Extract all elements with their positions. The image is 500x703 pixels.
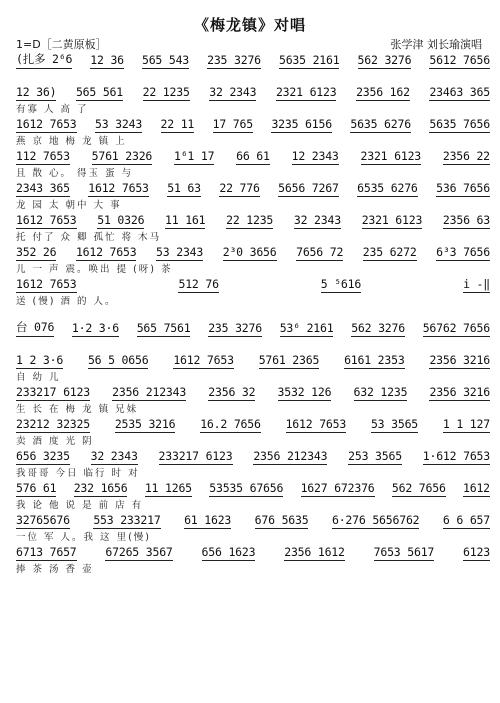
- measure: 61 1623: [184, 513, 232, 527]
- measure: 53⁶ 2161: [279, 321, 334, 335]
- measure: 32765676: [16, 513, 70, 527]
- score-line: [16, 84, 490, 116]
- lyrics-row: 托 付了 众 卿 孤忙 将 木马: [16, 232, 162, 242]
- score-line: [16, 352, 490, 384]
- measure: 233217 6123: [16, 385, 90, 399]
- measure: 2356 212343: [112, 385, 187, 399]
- measure: 2356 3216: [429, 385, 490, 399]
- measure: 112 7653: [16, 149, 70, 163]
- measure: 233217 6123: [158, 449, 233, 463]
- score-line: [16, 276, 490, 308]
- score-line: [16, 212, 490, 244]
- performer-credits: 张学津 刘长瑜演唱: [390, 38, 482, 51]
- measure: 562 7656: [391, 481, 446, 495]
- measure: 235 3276: [207, 53, 261, 67]
- measure: 562 3276: [357, 53, 412, 67]
- measure: 23463 365: [429, 85, 490, 99]
- lyrics-row: 捧 茶 汤 香 壶: [16, 564, 94, 574]
- measure: 2356 32: [208, 385, 256, 399]
- score-line: [16, 52, 490, 84]
- notation-row: [16, 244, 490, 261]
- score-line: [16, 384, 490, 416]
- measure: (扎多 2⁶6: [16, 52, 72, 69]
- measure: 2356 3216: [429, 353, 490, 367]
- measure: 1⁶1 17: [173, 149, 215, 163]
- notation-row: [16, 116, 490, 133]
- lyrics-row: 燕 京 地 梅 龙 镇 上: [16, 136, 127, 146]
- measure: 53 3565: [370, 417, 419, 431]
- measure: 5761 2365: [258, 353, 320, 367]
- measure: 6535 6276: [357, 181, 418, 195]
- measure: 1 1 127: [442, 417, 490, 431]
- measure: 2321 6123: [361, 213, 423, 227]
- measure: 6³3 7656: [436, 245, 490, 259]
- notation-row: [16, 544, 490, 561]
- measure: 5635 7656: [429, 117, 490, 131]
- measure: 台 076: [16, 320, 54, 337]
- lyrics-row: 自 幼 儿: [16, 372, 61, 382]
- measure: 22 11: [160, 117, 195, 131]
- lyrics-row: 卖 酒 度 光 阴: [16, 436, 94, 446]
- measure: 553 233217: [93, 513, 161, 527]
- measure: 6123: [463, 545, 490, 559]
- measure: 2321 6123: [275, 85, 337, 99]
- jianpu-score: [16, 52, 490, 576]
- measure: 656 1623: [201, 545, 256, 559]
- lyrics-row: 我哥哥 今日 临行 时 对: [16, 468, 140, 478]
- document-title: 《梅龙镇》对唱: [193, 16, 306, 34]
- notation-row: [16, 180, 490, 197]
- measure: 11 1265: [144, 481, 192, 495]
- notation-row: [16, 480, 490, 497]
- measure: 1612 7653: [75, 245, 137, 259]
- notation-row: [16, 84, 490, 101]
- measure: 1·612 7653: [422, 449, 490, 463]
- measure: 1627 672376: [300, 481, 375, 495]
- measure: 5612 7656: [429, 53, 490, 67]
- measure: 2321 6123: [360, 149, 422, 163]
- notation-row: [16, 52, 490, 69]
- measure: 2356 63: [442, 213, 490, 227]
- measure: 576 61: [16, 481, 57, 495]
- measure: 1612: [463, 481, 490, 495]
- measure: 67265 3567: [105, 545, 173, 559]
- measure: 2343 365: [16, 181, 70, 195]
- measure: 6 6 657: [442, 513, 490, 527]
- measure: 53 3243: [94, 117, 143, 131]
- lyrics-row: 龙 园 太 朝中 大 事: [16, 200, 122, 210]
- measure: 565 7561: [136, 321, 191, 335]
- measure: 1·2 3·6: [71, 321, 119, 335]
- measure: 51 0326: [97, 213, 145, 227]
- score-line: [16, 116, 490, 148]
- measure: 352 26: [16, 245, 57, 259]
- measure: 1612 7653: [16, 213, 77, 227]
- notation-row: [16, 148, 490, 165]
- measure: 32 2343: [293, 213, 341, 227]
- measure: 632 1235: [353, 385, 408, 399]
- measure: 66 61: [236, 149, 270, 163]
- lyrics-row: [16, 337, 490, 350]
- score-line: [16, 320, 490, 352]
- measure: 17 765: [212, 117, 253, 131]
- lyrics-row: 我 论 他 说 是 前 店 有: [16, 500, 144, 510]
- measure: 12 2343: [291, 149, 339, 163]
- measure: 253 3565: [348, 449, 402, 463]
- measure: 6161 2353: [344, 353, 405, 367]
- measure: 1612 7653: [88, 181, 149, 195]
- notation-row: [16, 212, 490, 229]
- score-line: [16, 544, 490, 576]
- notation-row: [16, 352, 490, 369]
- measure: 22 1235: [226, 213, 274, 227]
- measure: 2535 3216: [114, 417, 176, 431]
- measure: 1612 7653: [16, 277, 77, 291]
- measure: 7656 72: [296, 245, 344, 259]
- measure: 512 76: [178, 277, 219, 291]
- measure: 2356 22: [442, 149, 490, 163]
- notation-row: [16, 512, 490, 529]
- measure: 22 1235: [142, 85, 190, 99]
- measure: 2356 212343: [253, 449, 328, 463]
- measure: 2³0 3656: [222, 245, 277, 259]
- measure: 11 161: [165, 213, 206, 227]
- score-line: [16, 244, 490, 276]
- measure: 2356 1612: [284, 545, 345, 559]
- measure: 235 3276: [208, 321, 262, 335]
- key-signature: 1=D［二黄原板］: [16, 38, 107, 51]
- measure: 23212 32325: [16, 417, 90, 431]
- measure: 5656 7267: [278, 181, 339, 195]
- measure: 32 2343: [209, 85, 257, 99]
- measure: 232 1656: [73, 481, 128, 495]
- section-gap: [16, 308, 490, 320]
- measure: 5761 2326: [91, 149, 153, 163]
- notation-row: [16, 384, 490, 401]
- lyrics-row: 儿 一 声 震。唤出 提 (呀) 茶: [16, 264, 173, 274]
- measure: 3235 6156: [271, 117, 332, 131]
- measure: 676 5635: [254, 513, 309, 527]
- lyrics-row: 生 长 在 梅 龙 镇 兄妹: [16, 404, 139, 414]
- measure: 565 561: [75, 85, 124, 99]
- score-line: [16, 148, 490, 180]
- lyrics-row: 一位 军 人。我 这 里(慢): [16, 532, 151, 542]
- notation-row: [16, 320, 490, 337]
- score-line: [16, 180, 490, 212]
- measure: 1 2 3·6: [16, 353, 64, 367]
- measure: 12 36): [16, 85, 57, 99]
- measure: 565 543: [141, 53, 190, 67]
- lyrics-row: [16, 69, 490, 82]
- measure: 562 3276: [351, 321, 405, 335]
- measure: 32 2343: [90, 449, 138, 463]
- measure: 1612 7653: [16, 117, 77, 131]
- measure: 12 36: [90, 53, 124, 67]
- measure: 3532 126: [277, 385, 332, 399]
- measure: 16.2 7656: [200, 417, 261, 431]
- measure: 5635 6276: [350, 117, 411, 131]
- measure: 7653 5617: [373, 545, 435, 559]
- measure: 51 63: [167, 181, 201, 195]
- measure: 1612 7653: [285, 417, 347, 431]
- measure: 5635 2161: [278, 53, 340, 67]
- measure: 6713 7657: [16, 545, 77, 559]
- lyrics-row: 有寡 人 高 了: [16, 104, 89, 114]
- measure: 53535 67656: [209, 481, 284, 495]
- score-line: [16, 512, 490, 544]
- lyrics-row: 送 (慢) 酒 的 人。: [16, 296, 117, 306]
- score-line: [16, 448, 490, 480]
- measure: i -‖: [463, 277, 490, 291]
- lyrics-row: 且 散 心。 得玉 蛋 与: [16, 168, 134, 178]
- measure: 2356 162: [356, 85, 410, 99]
- notation-row: [16, 416, 490, 433]
- measure: 536 7656: [436, 181, 490, 195]
- score-line: [16, 416, 490, 448]
- measure: 5 ⁵616: [320, 277, 362, 291]
- measure: 656 3235: [16, 449, 70, 463]
- measure: 53 2343: [156, 245, 204, 259]
- measure: 235 6272: [362, 245, 417, 259]
- score-line: [16, 480, 490, 512]
- notation-row: [16, 276, 490, 293]
- measure: 1612 7653: [173, 353, 234, 367]
- measure: 22 776: [219, 181, 260, 195]
- measure: 56762 7656: [422, 321, 490, 335]
- notation-row: [16, 448, 490, 465]
- measure: 6·276 5656762: [331, 513, 420, 527]
- measure: 56 5 0656: [87, 353, 149, 367]
